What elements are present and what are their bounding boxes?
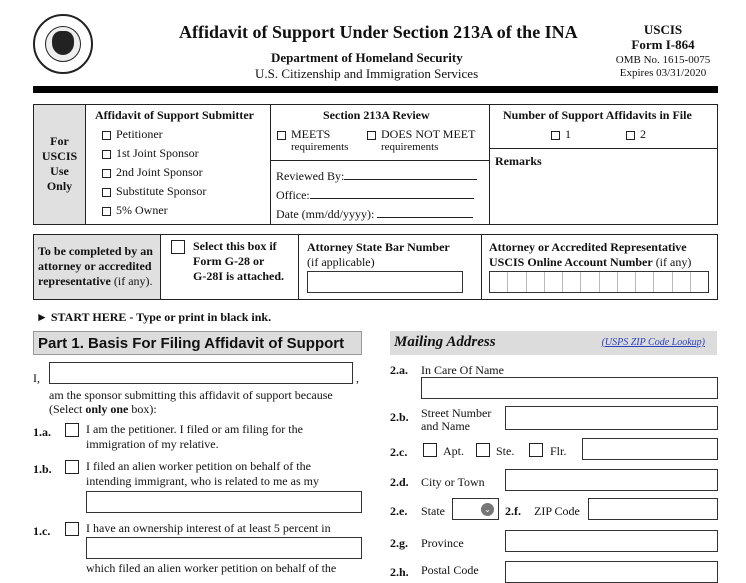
street-label-1: Street Number [421, 406, 492, 420]
checkbox[interactable] [277, 131, 286, 140]
item-1c-number: 1.c. [33, 524, 51, 538]
agency-name: U.S. Citizenship and Immigration Services [255, 66, 479, 81]
item-1b-text-2: intending immigrant, who is related to me as my [86, 474, 319, 488]
comma: , [356, 371, 359, 385]
chevron-down-icon: ⌄ [481, 503, 494, 516]
postal-label: Postal Code [421, 563, 479, 577]
submitter-petitioner[interactable]: Petitioner [102, 127, 163, 142]
item-1b-text-1: I filed an alien worker petition on behalf of the [86, 459, 311, 473]
submitter-substitute[interactable]: Substitute Sponsor [102, 184, 206, 199]
review-meets-sub: requirements [291, 141, 349, 153]
checkbox[interactable] [102, 169, 111, 178]
item-1a-number: 1.a. [33, 425, 51, 439]
item-1c-text-2: which filed an alien worker petition on behalf of the [86, 561, 337, 575]
item-1c-checkbox[interactable] [65, 522, 79, 536]
apt-checkbox[interactable] [423, 443, 437, 457]
ste-checkbox[interactable] [476, 443, 490, 457]
item-1b-checkbox[interactable] [65, 460, 79, 474]
agency-short: USCIS [643, 22, 683, 37]
form-title: Affidavit of Support Under Section 213A of the INA [179, 22, 578, 42]
dhs-seal [33, 14, 93, 74]
item-1c-entity-input[interactable] [86, 537, 362, 559]
department-name: Department of Homeland Security [271, 50, 463, 65]
checkbox[interactable] [102, 131, 111, 140]
state-select[interactable] [452, 498, 499, 520]
apt-label: Apt. [443, 444, 464, 458]
bar-number-sub: (if applicable) [307, 255, 375, 269]
care-of-input[interactable] [421, 377, 718, 399]
submitter-joint-1[interactable]: 1st Joint Sponsor [102, 146, 199, 161]
count-1[interactable]: 1 [551, 127, 571, 142]
uscis-side-label: For USCIS Use Only [41, 134, 78, 193]
intro-text: am the sponsor submitting this affidavit of support because [49, 388, 333, 402]
flr-label: Flr. [550, 444, 567, 458]
start-here: ► START HERE - Type or print in black ink. [36, 310, 272, 324]
mailing-address-header: Mailing Address (USPS ZIP Code Lookup) [390, 331, 717, 355]
review-meets[interactable]: MEETS [277, 127, 330, 142]
usps-zip-lookup-link[interactable]: (USPS ZIP Code Lookup) [601, 337, 705, 348]
affidavit-count-header: Number of Support Affidavits in File [503, 108, 692, 122]
city-input[interactable] [505, 469, 718, 491]
item-1c-text-1: I have an ownership interest of at least 5 percent in [86, 521, 331, 535]
review-header: Section 213A Review [323, 108, 430, 122]
part1-header: Part 1. Basis For Filing Affidavit of Support [33, 331, 362, 355]
checkbox[interactable] [102, 188, 111, 197]
submitter-header: Affidavit of Support Submitter [95, 108, 255, 122]
item-1a-text-1: I am the petitioner. I filed or am filing for the [86, 422, 303, 436]
care-of-label: In Care Of Name [421, 363, 504, 377]
zip-input[interactable] [588, 498, 718, 520]
checkbox[interactable] [626, 131, 635, 140]
street-input[interactable] [505, 406, 718, 430]
review-not-meet-sub: requirements [381, 141, 439, 153]
remarks-label: Remarks [495, 154, 542, 168]
item-1a-text-2: immigration of my relative. [86, 437, 219, 451]
i-label: I, [33, 371, 40, 385]
checkbox[interactable] [102, 207, 111, 216]
postal-input[interactable] [505, 561, 718, 583]
header-divider [33, 86, 718, 93]
bar-number-input[interactable] [307, 271, 463, 293]
omb-number: OMB No. 1615-0075 [615, 54, 711, 66]
submitter-joint-2[interactable]: 2nd Joint Sponsor [102, 165, 203, 180]
eagle-icon [52, 31, 74, 55]
g28-checkbox[interactable] [171, 240, 185, 254]
checkbox[interactable] [551, 131, 560, 140]
review-not-meet[interactable]: DOES NOT MEET [367, 127, 475, 142]
account-number-input[interactable] [489, 271, 709, 293]
count-2[interactable]: 2 [626, 127, 646, 142]
expiration-date: Expires 03/31/2020 [619, 67, 707, 79]
ste-label: Ste. [496, 444, 515, 458]
bar-number-header: Attorney State Bar Number [307, 240, 450, 254]
form-number: Form I-864 [631, 37, 695, 52]
checkbox[interactable] [102, 150, 111, 159]
attorney-label: To be completed by an attorney or accredited representative (if any). [38, 244, 153, 288]
province-label: Province [421, 536, 464, 550]
item-1b-relationship-input[interactable] [86, 491, 362, 513]
city-label: City or Town [421, 475, 485, 489]
account-number-header-1: Attorney or Accredited Representative [489, 240, 687, 254]
zip-label: ZIP Code [534, 504, 580, 518]
reviewed-by: Reviewed By: [276, 169, 477, 184]
item-1b-number: 1.b. [33, 462, 52, 476]
item-1a-checkbox[interactable] [65, 423, 79, 437]
sponsor-name-input[interactable] [49, 362, 353, 384]
state-label: State [421, 504, 445, 518]
unit-number-input[interactable] [582, 438, 718, 460]
submitter-5pct-owner[interactable]: 5% Owner [102, 203, 168, 218]
intro-select: (Select only one box): [49, 402, 157, 416]
checkbox[interactable] [367, 131, 376, 140]
review-date: Date (mm/dd/yyyy): [276, 207, 473, 222]
g28-label: Select this box if Form G-28 or G-28I is attached. [193, 239, 284, 283]
flr-checkbox[interactable] [529, 443, 543, 457]
office: Office: [276, 188, 474, 203]
street-label-2: and Name [421, 419, 470, 433]
account-number-header-2: USCIS Online Account Number (if any) [489, 255, 692, 269]
province-input[interactable] [505, 530, 718, 552]
